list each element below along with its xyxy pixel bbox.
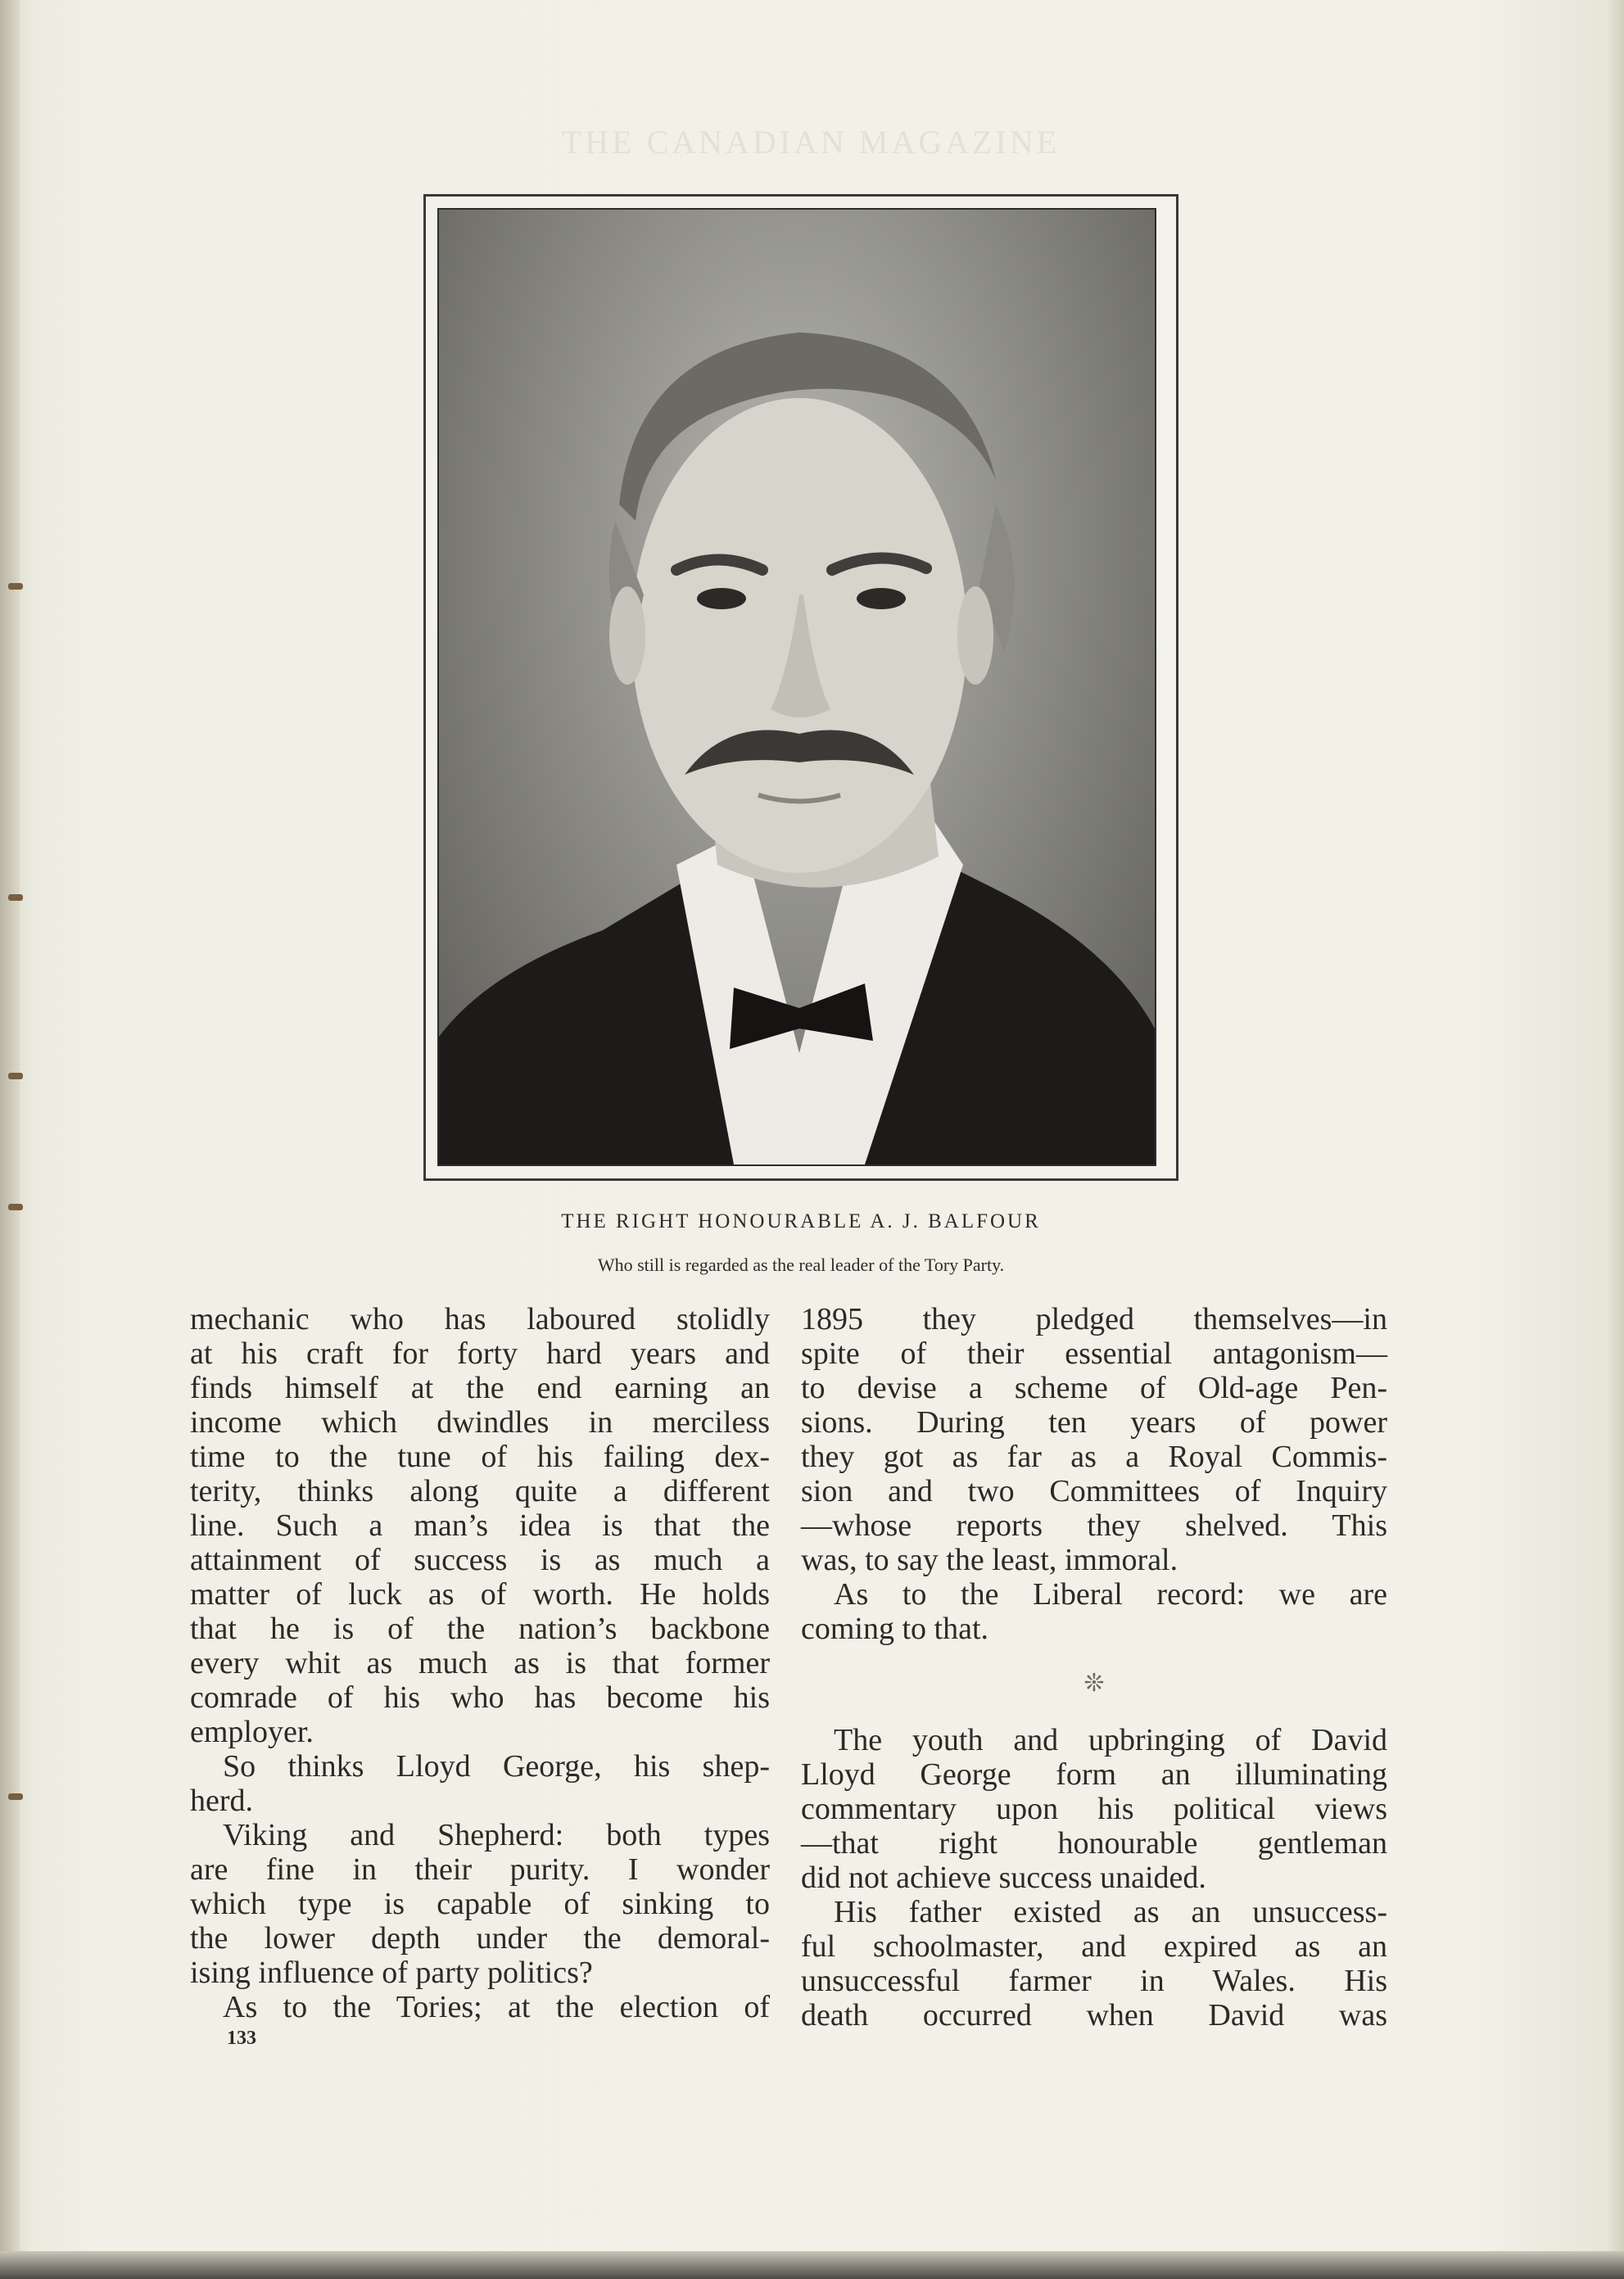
binding-stitch <box>8 1073 23 1079</box>
text-line: at his craft for forty hard years and <box>190 1336 770 1371</box>
paragraph <box>190 1749 770 1818</box>
text-line: did not achieve success unaided. <box>801 1861 1206 1895</box>
text-line: every whit as much as is that former <box>190 1646 770 1680</box>
binding-stitch <box>8 894 23 901</box>
text-line: attainment of success is as much a <box>190 1543 770 1577</box>
binding-stitch <box>8 583 23 590</box>
page-right-edge <box>1608 0 1624 2279</box>
text-line: matter of luck as of worth. He holds <box>190 1577 770 1612</box>
text-line: to devise a scheme of Old-age Pen- <box>801 1371 1387 1405</box>
paragraph <box>801 1302 1387 1577</box>
text-line: death occurred when David was <box>801 1998 1387 2033</box>
portrait-photo <box>437 208 1156 1166</box>
text-line: So thinks Lloyd George, his shep- <box>223 1749 770 1784</box>
caption-subtitle: Who still is regarded as the real leader of the Tory Party. <box>597 1255 1005 1275</box>
page-number: 133 <box>227 2028 256 2049</box>
text-line: finds himself at the end earning an <box>190 1371 770 1405</box>
text-line: sion and two Committees of Inquiry <box>801 1474 1387 1508</box>
binding-stitch <box>8 1793 23 1800</box>
text-line: His father existed as an unsuccess- <box>834 1895 1387 1929</box>
text-line: —that right honourable gentleman <box>801 1826 1387 1861</box>
paragraph <box>801 1723 1387 1895</box>
text-line: herd. <box>190 1784 254 1818</box>
spacer <box>801 1708 1387 1723</box>
text-line: —whose reports they shelved. This <box>801 1508 1387 1543</box>
text-line: As to the Tories; at the election of <box>223 1990 770 2024</box>
portrait-frame <box>423 194 1178 1181</box>
page-bottom-edge <box>0 2251 1624 2279</box>
portrait-figure <box>439 210 1155 1164</box>
text-line: Viking and Shepherd: both types <box>223 1818 770 1852</box>
text-line: commentary upon his political views <box>801 1792 1387 1826</box>
paragraph <box>190 1990 770 2024</box>
binding-stitch <box>8 1204 23 1210</box>
paragraph <box>801 1577 1387 1646</box>
text-line: As to the Liberal record: we are <box>834 1577 1387 1612</box>
paragraph <box>801 1895 1387 2033</box>
text-line: which type is capable of sinking to <box>190 1887 770 1921</box>
text-line: The youth and upbringing of David <box>834 1723 1387 1757</box>
text-line: coming to that. <box>801 1612 989 1646</box>
text-line: comrade of his who has become his <box>190 1680 770 1715</box>
text-line: the lower depth under the demoral- <box>190 1921 770 1956</box>
text-line: terity, thinks along quite a different <box>190 1474 770 1508</box>
section-break-ornament: ❊ <box>1083 1670 1105 1697</box>
text-line: line. Such a man’s idea is that the <box>190 1508 770 1543</box>
text-line: employer. <box>190 1715 314 1749</box>
paragraph <box>190 1818 770 1990</box>
text-line: income which dwindles in merciless <box>190 1405 770 1440</box>
caption-title: THE RIGHT HONOURABLE A. J. BALFOUR <box>561 1210 1041 1232</box>
left-column <box>190 1302 770 2024</box>
text-line: ful schoolmaster, and expired as an <box>801 1929 1387 1964</box>
text-line: sions. During ten years of power <box>801 1405 1387 1440</box>
text-line: that he is of the nation’s backbone <box>190 1612 770 1646</box>
text-line: 1895 they pledged themselves—in <box>801 1302 1387 1336</box>
text-line: was, to say the least, immoral. <box>801 1543 1178 1577</box>
show-through-header: THE CANADIAN MAGAZINE <box>561 124 1061 161</box>
page-binding <box>0 0 20 2279</box>
text-line: they got as far as a Royal Commis- <box>801 1440 1387 1474</box>
text-line: unsuccessful farmer in Wales. His <box>801 1964 1387 1998</box>
text-line: spite of their essential antagonism— <box>801 1336 1387 1371</box>
text-line: ising influence of party politics? <box>190 1956 593 1990</box>
text-line: time to the tune of his failing dex- <box>190 1440 770 1474</box>
paragraph <box>190 1302 770 1749</box>
text-line: Lloyd George form an illuminating <box>801 1757 1387 1792</box>
text-line: are fine in their purity. I wonder <box>190 1852 770 1887</box>
right-column <box>801 1302 1387 2033</box>
text-line: mechanic who has laboured stolidly <box>190 1302 770 1336</box>
